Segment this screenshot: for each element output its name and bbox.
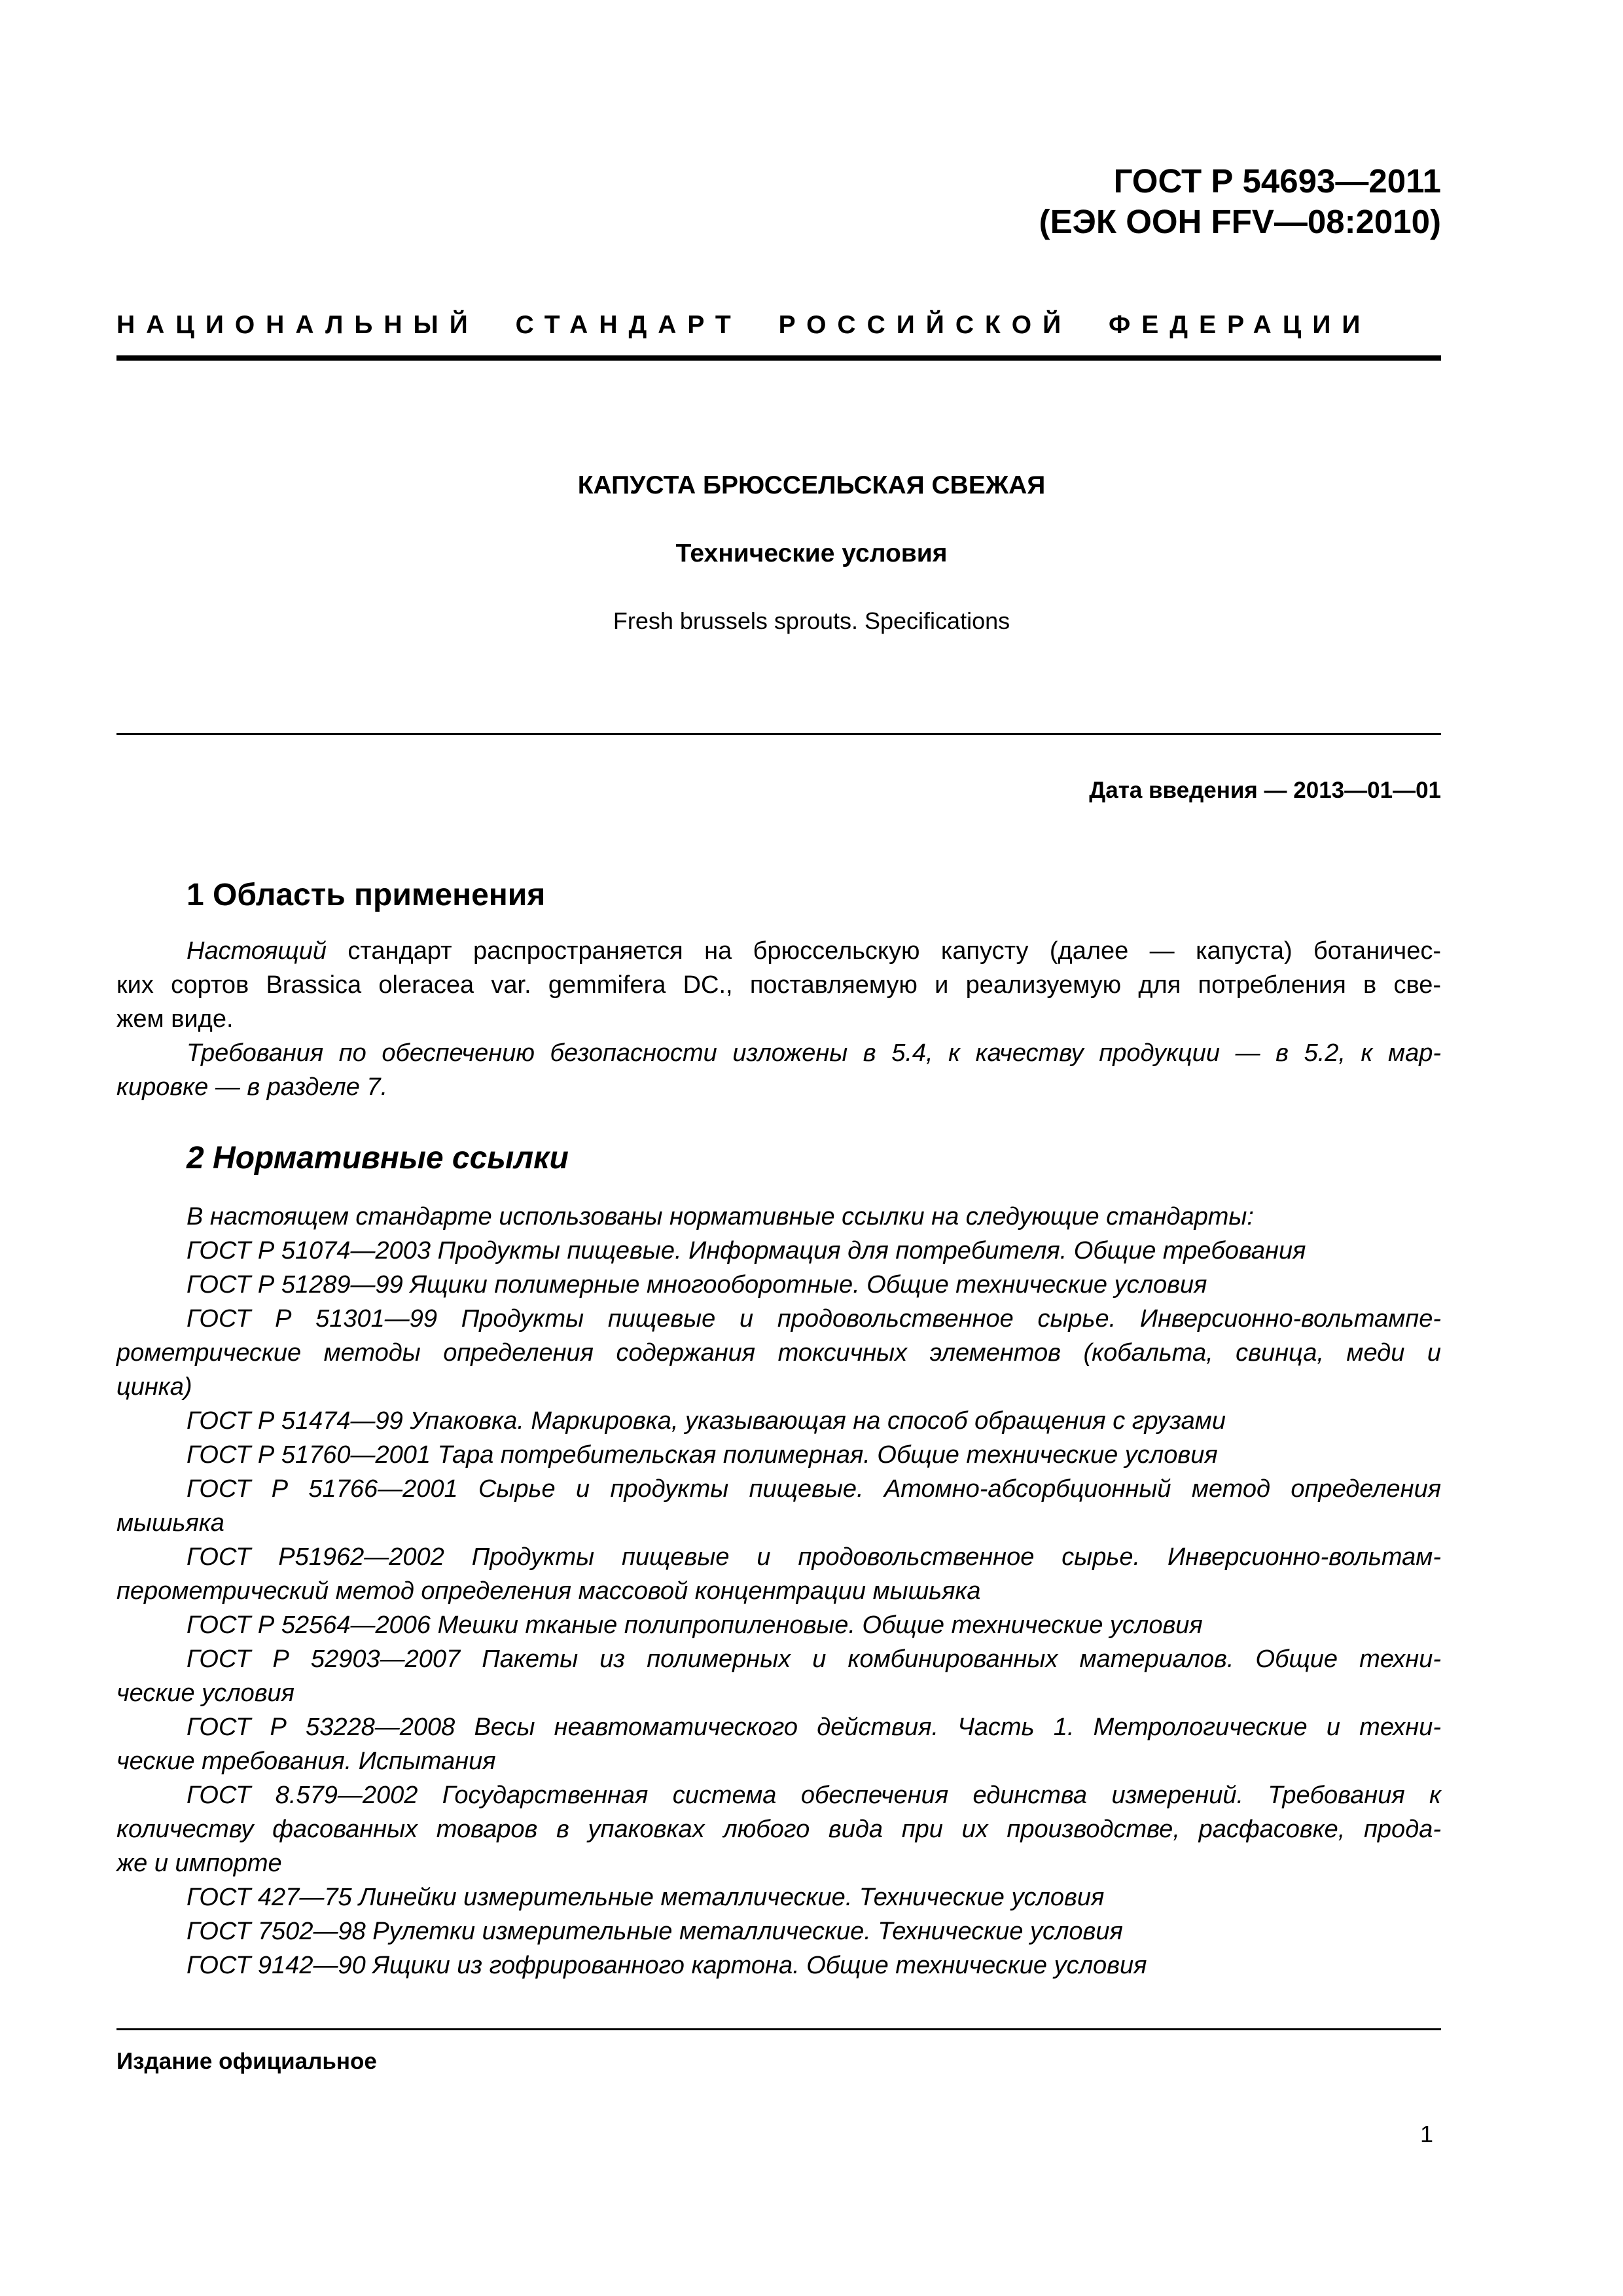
- list-item: ГОСТ Р 51474—99 Упаковка. Маркировка, указывающая на способ обращения с грузами: [187, 1407, 1226, 1435]
- official-edition-label: Издание официальное: [116, 2049, 377, 2074]
- list-item: ГОСТ Р 51766—2001 Сырье и продукты пищевые. Атомно-абсорбционный метод определения: [187, 1475, 1441, 1503]
- section-1-body: [116, 934, 1441, 1104]
- paragraph-line: кировке — в разделе 7.: [116, 1073, 388, 1101]
- footer-divider: [116, 2028, 1441, 2030]
- paragraph-line: жем виде.: [116, 1005, 234, 1033]
- document-title: КАПУСТА БРЮССЕЛЬСКАЯ СВЕЖАЯ: [577, 471, 1046, 499]
- paragraph-line: Настоящий стандарт распространяется на брюссельскую капусту (далее — капуста) ботаничес-: [187, 937, 1441, 965]
- header-divider: [116, 355, 1441, 361]
- list-item-continuation: рометрические методы определения содержания токсичных элементов (кобальта, свинца, меди и: [116, 1339, 1441, 1367]
- list-item: ГОСТ Р 51074—2003 Продукты пищевые. Информация для потребителя. Общие требования: [187, 1237, 1306, 1265]
- list-item: В настоящем стандарте использованы нормативные ссылки на следующие стандарты:: [187, 1203, 1254, 1230]
- list-item: ГОСТ Р 53228—2008 Весы неавтоматического действия. Часть 1. Метрологические и техни-: [187, 1713, 1441, 1741]
- list-item: ГОСТ 427—75 Линейки измерительные металлические. Технические условия: [187, 1884, 1105, 1911]
- list-item-continuation: мышьяка: [116, 1509, 224, 1537]
- title-divider: [116, 733, 1441, 735]
- list-item: ГОСТ Р51962—2002 Продукты пищевые и продовольственное сырье. Инверсионно-вольтам-: [187, 1543, 1441, 1571]
- list-item: ГОСТ Р 52903—2007 Пакеты из полимерных и комбинированных материалов. Общие техни-: [187, 1645, 1441, 1673]
- list-item: ГОСТ 9142—90 Ящики из гофрированного картона. Общие технические условия: [187, 1952, 1147, 1979]
- normative-references-list: [116, 1200, 1441, 1982]
- list-item-continuation: ческие требования. Испытания: [116, 1748, 496, 1775]
- paragraph-line: Требования по обеспечению безопасности изложены в 5.4, к качеству продукции — в 5.2, к мар-: [187, 1039, 1441, 1067]
- list-item-continuation: количеству фасованных товаров в упаковках любого вида при их производстве, расфасовке, прода-: [116, 1816, 1441, 1843]
- list-item: ГОСТ Р 51760—2001 Тара потребительская полимерная. Общие технические условия: [187, 1441, 1218, 1469]
- list-item: ГОСТ 8.579—2002 Государственная система обеспечения единства измерений. Требования к: [187, 1782, 1441, 1809]
- unece-number: (ЕЭК ООН FFV—08:2010): [1039, 203, 1441, 240]
- section-1-heading: 1 Область применения: [187, 878, 546, 912]
- standard-number-block: [1039, 161, 1441, 242]
- page-number: 1: [1419, 2121, 1433, 2147]
- list-item-continuation: перометрический метод определения массовой концентрации мышьяка: [116, 1577, 981, 1605]
- list-item: ГОСТ Р 51301—99 Продукты пищевые и продовольственное сырье. Инверсионно-вольтампе-: [187, 1305, 1441, 1333]
- national-standard-banner: НАЦИОНАЛЬНЫЙ СТАНДАРТ РОССИЙСКОЙ ФЕДЕРАЦИИ: [116, 311, 1372, 339]
- list-item-continuation: ческие условия: [116, 1679, 294, 1707]
- gost-number: ГОСТ Р 54693—2011: [1113, 162, 1441, 200]
- list-item: ГОСТ Р 51289—99 Ящики полимерные многооборотные. Общие технические условия: [187, 1271, 1207, 1299]
- list-item-continuation: же и импорте: [116, 1850, 282, 1877]
- list-item: ГОСТ 7502—98 Рулетки измерительные металлические. Технические условия: [187, 1918, 1123, 1945]
- section-2-heading: 2 Нормативные ссылки: [187, 1141, 569, 1175]
- introduction-date: Дата введения — 2013—01—01: [1089, 778, 1441, 803]
- list-item: ГОСТ Р 52564—2006 Мешки тканые полипропиленовые. Общие технические условия: [187, 1611, 1203, 1639]
- document-subtitle: Технические условия: [675, 539, 948, 567]
- list-item-continuation: цинка): [116, 1373, 192, 1401]
- english-title: Fresh brussels sprouts. Specifications: [613, 607, 1010, 634]
- paragraph-line: ких сортов Brassica oleracea var. gemmifera DC., поставляемую и реализуемую для потребления в све-: [116, 971, 1441, 999]
